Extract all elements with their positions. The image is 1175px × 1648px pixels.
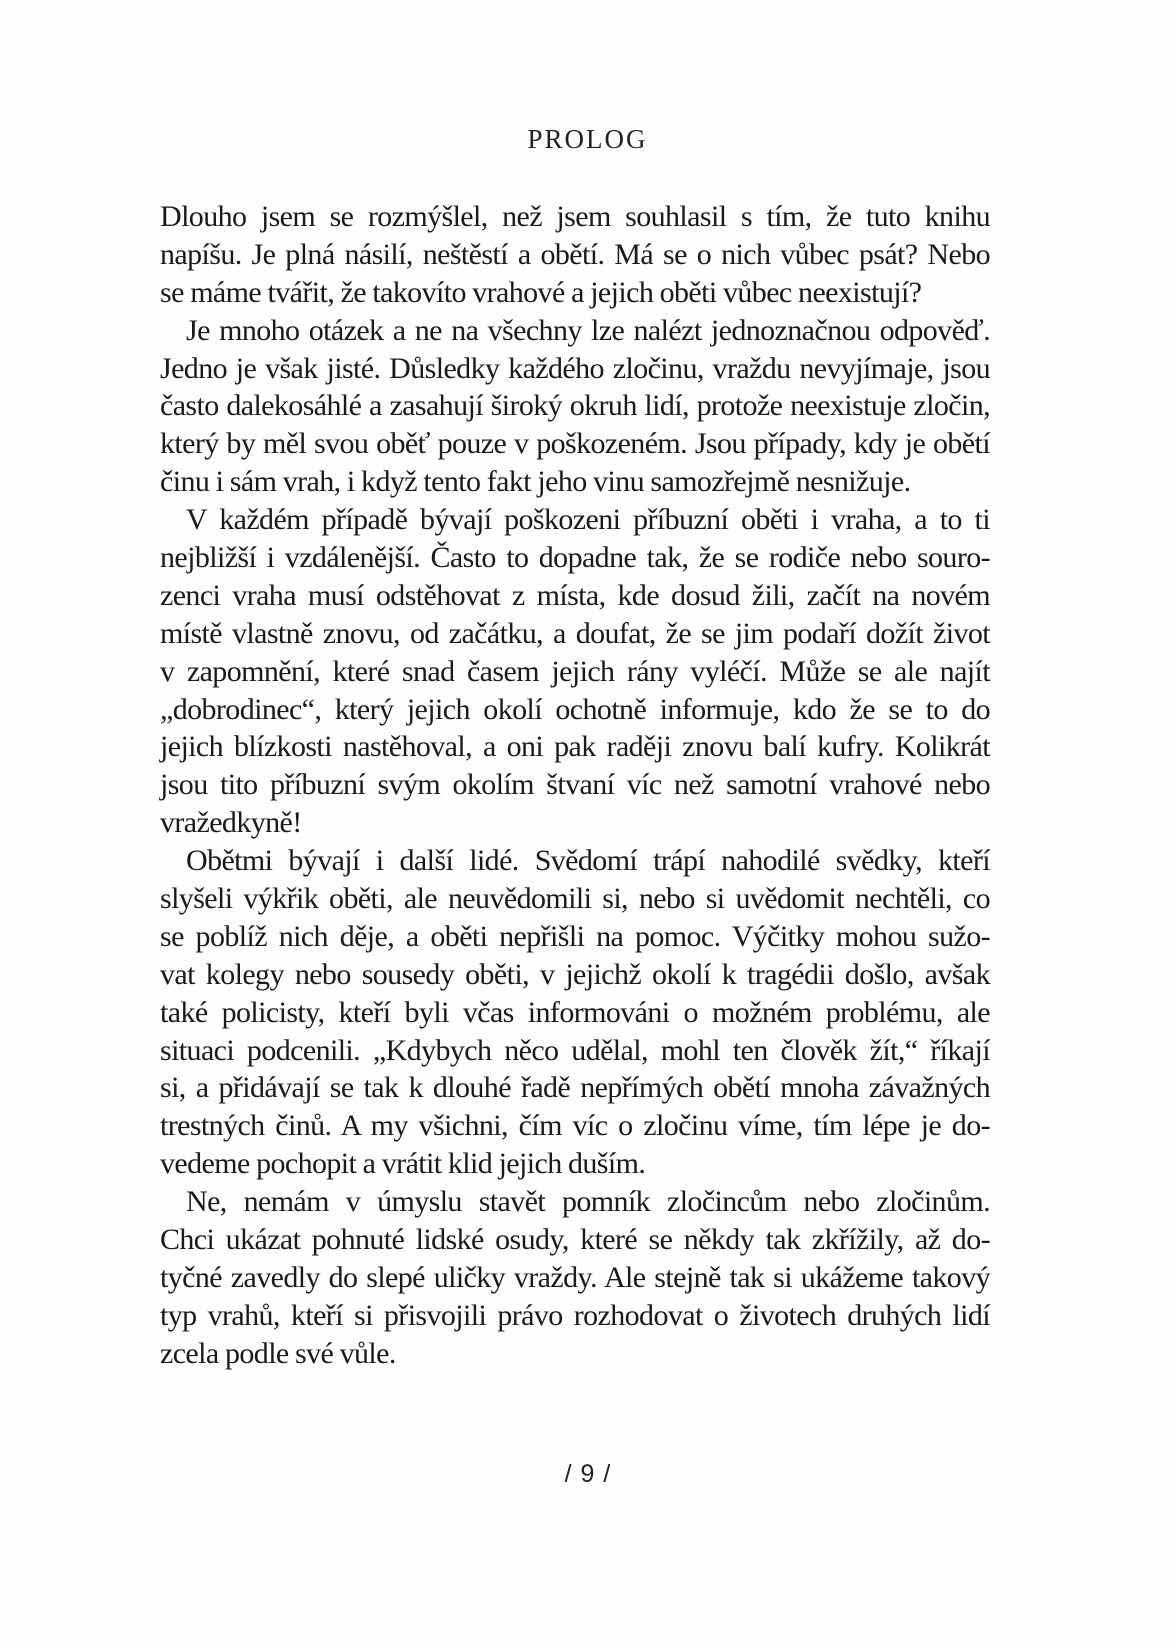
- text-line: situaci podcenili. „Kdybych něco udělal, mohl ten člověk žít,“ říkají: [160, 1033, 990, 1067]
- text-line: místě vlastně znovu, od začátku, a doufat, že se jim podaří dožít život: [160, 616, 990, 650]
- text-line: nejbližší i vzdálenější. Často to dopadne tak, že se rodiče nebo souro-: [160, 541, 990, 575]
- text-line: tyčné zavedly do slepé uličky vraždy. Ale stejně tak si ukážeme takový: [160, 1260, 990, 1294]
- text-line: Ne, nemám v úmyslu stavět pomník zločincům nebo zločinům.: [186, 1185, 990, 1219]
- text-line: také policisty, kteří byli včas informováni o možném problému, ale: [160, 995, 990, 1029]
- text-line: Je mnoho otázek a ne na všechny lze nalézt jednoznačnou odpověď.: [186, 313, 990, 347]
- text-line: činu i sám vrah, i když tento fakt jeho vinu samozřejmě nesnižuje.: [160, 465, 911, 499]
- paragraph: [160, 501, 990, 842]
- text-line: jejich blízkosti nastěhoval, a oni pak raději znovu balí kufry. Kolikrát: [160, 730, 990, 764]
- text-line: v zapomnění, které snad časem jejich rány vyléčí. Může se ale najít: [160, 654, 990, 688]
- text-line: vedeme pochopit a vrátit klid jejich duším.: [160, 1147, 646, 1181]
- text-line: Dlouho jsem se rozmýšlel, než jsem souhlasil s tím, že tuto knihu: [160, 200, 990, 233]
- body-text: [160, 198, 990, 1373]
- text-line: slyšeli výkřik oběti, ale neuvědomili si, nebo si uvědomit nechtěli, co: [160, 882, 990, 916]
- text-line: zcela podle své vůle.: [160, 1336, 396, 1370]
- text-line: si, a přidávají se tak k dlouhé řadě nepřímých obětí mnoha závažných: [160, 1071, 990, 1105]
- paragraph: [160, 842, 990, 1183]
- text-line: se máme tvářit, že takovíto vrahové a jejich oběti vůbec neexistují?: [160, 275, 922, 309]
- text-line: typ vrahů, kteří si přisvojili právo rozhodovat o životech druhých lidí: [160, 1298, 990, 1332]
- text-line: Jedno je však jisté. Důsledky každého zločinu, vraždu nevyjímaje, jsou: [160, 351, 990, 385]
- text-line: který by měl svou oběť pouze v poškozeném. Jsou případy, kdy je obětí: [160, 427, 990, 461]
- text-line: trestných činů. A my všichni, čím víc o zločinu víme, tím lépe je do-: [160, 1109, 990, 1143]
- paragraph: [160, 198, 990, 312]
- text-line: jsou tito příbuzní svým okolím štvaní víc než samotní vrahové nebo: [160, 768, 990, 802]
- paragraph: [160, 312, 990, 501]
- text-line: se poblíž nich děje, a oběti nepřišli na pomoc. Výčitky mohou sužo-: [160, 919, 990, 953]
- text-line: „dobrodinec“, který jejich okolí ochotně informuje, kdo že se to do: [160, 692, 990, 726]
- text-line: vat kolegy nebo sousedy oběti, v jejichž okolí k tragédii došlo, avšak: [160, 957, 990, 991]
- text-line: vražedkyně!: [160, 806, 302, 840]
- page-number: / 9 /: [564, 1460, 611, 1488]
- text-line: zenci vraha musí odstěhovat z místa, kde dosud žili, začít na novém: [160, 578, 990, 612]
- paragraph: [160, 1183, 990, 1372]
- chapter-title: PROLOG: [527, 124, 648, 154]
- text-line: často dalekosáhlé a zasahují široký okruh lidí, protože neexistuje zločin,: [160, 389, 990, 423]
- text-line: V každém případě bývají poškozeni příbuzní oběti i vraha, a to ti: [186, 503, 990, 537]
- text-line: Chci ukázat pohnuté lidské osudy, které se někdy tak zkřížily, až do-: [160, 1223, 990, 1257]
- text-line: Obětmi bývají i další lidé. Svědomí trápí nahodilé svědky, kteří: [186, 844, 990, 878]
- text-line: napíšu. Je plná násilí, neštěstí a obětí. Má se o nich vůbec psát? Nebo: [160, 237, 990, 271]
